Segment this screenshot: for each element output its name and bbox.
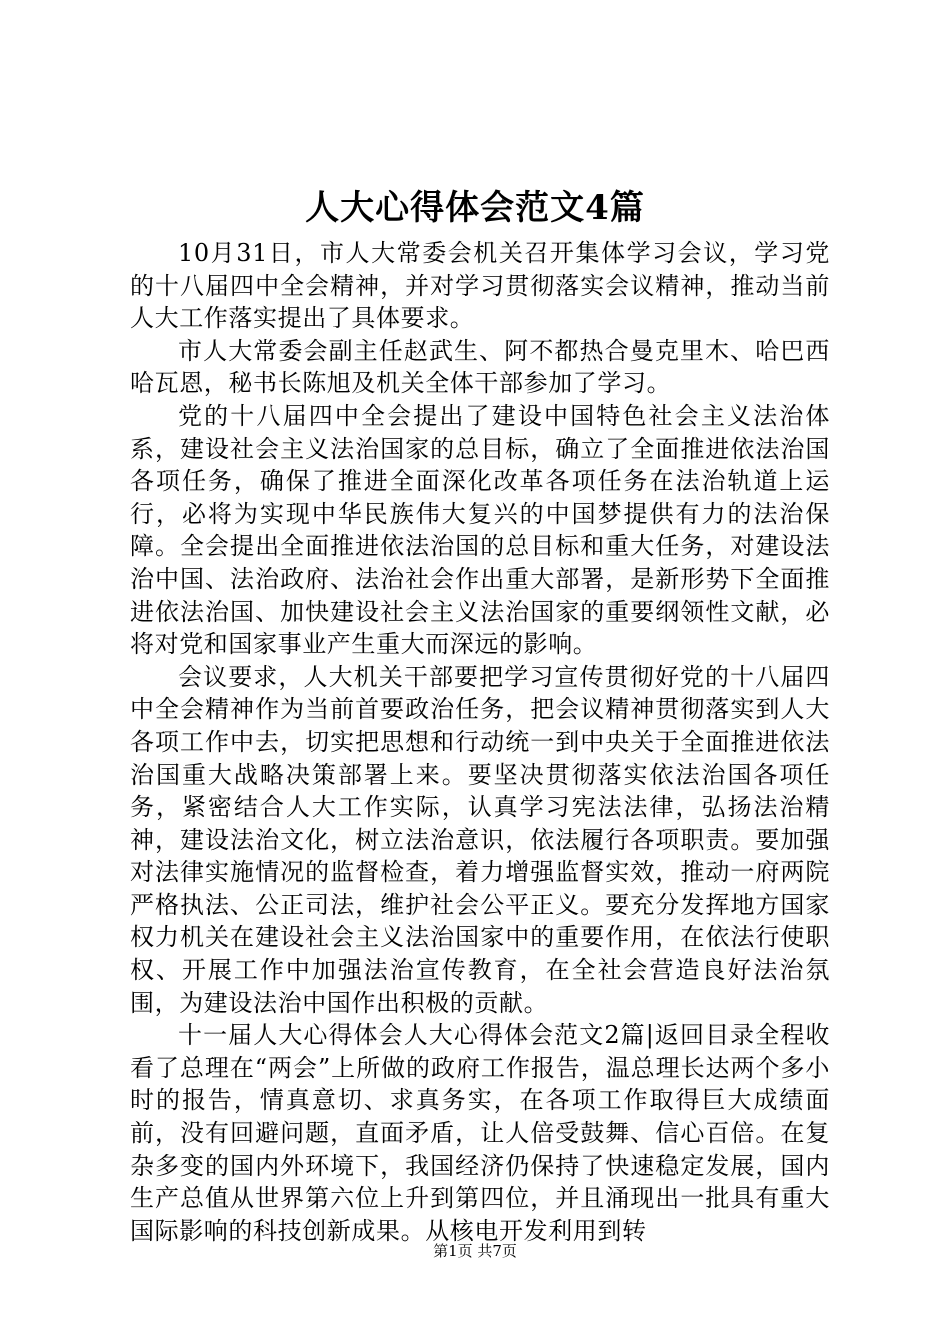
document-title: 人大心得体会范文4篇 <box>305 188 645 228</box>
paragraph: 会议要求，人大机关干部要把学习宣传贯彻好党的十八届四中全会精神作为当前首要政治任务，把会议精神贯彻落实到人大各项工作中去，切实把思想和行动统一到中央关于全面推进依法治国重大战略决策部署上来。要坚决贯彻落实依法治国各项任务，紧密结合人大工作实际，认真学习宪法法律，弘扬法治精神，建设法治文化，树立法治意识，依法履行各项职责。要加强对法律实施情况的监督检查，着力增强监督实效，推动一府两院严格执法、公正司法，维护社会公平正义。要充分发挥地方国家权力机关在建设社会主义法治国家中的重要作用，在依法行使职权、开展工作中加强法治宣传教育，在全社会营造良好法治氛围，为建设法治中国作出积极的贡献。 <box>130 662 830 1017</box>
paragraph: 党的十八届四中全会提出了建设中国特色社会主义法治体系，建设社会主义法治国家的总目标，确立了全面推进依法治国各项任务，确保了推进全面深化改革各项任务在法治轨道上运行，必将为实现中华民族伟大复兴的中国梦提供有力的法治保障。全会提出全面推进依法治国的总目标和重大任务，对建设法治中国、法治政府、法治社会作出重大部署，是新形势下全面推进依法治国、加快建设社会主义法治国家的重要纲领性文献，必将对党和国家事业产生重大而深远的影响。 <box>130 401 830 659</box>
paragraph: 市人大常委会副主任赵武生、阿不都热合曼克里木、哈巴西哈瓦恩，秘书长陈旭及机关全体干部参加了学习。 <box>130 336 830 398</box>
page-number-footer: 第1页 共7页 <box>433 1242 517 1260</box>
document-body <box>130 237 830 1247</box>
paragraph: 10月31日，市人大常委会机关召开集体学习会议，学习党的十八届四中全会精神，并对学习贯彻落实会议精神，推动当前人大工作落实提出了具体要求。 <box>130 239 830 333</box>
paragraph: 十一届人大心得体会人大心得体会范文2篇|返回目录全程收看了总理在“两会”上所做的政府工作报告，温总理长达两个多小时的报告，情真意切、求真务实，在各项工作取得巨大成绩面前，没有回避问题，直面矛盾，让人倍受鼓舞、信心百倍。在复杂多变的国内外环境下，我国经济仍保持了快速稳定发展，国内生产总值从世界第六位上升到第四位，并且涌现出一批具有重大国际影响的科技创新成果。从核电开发利用到转 <box>130 1021 830 1245</box>
